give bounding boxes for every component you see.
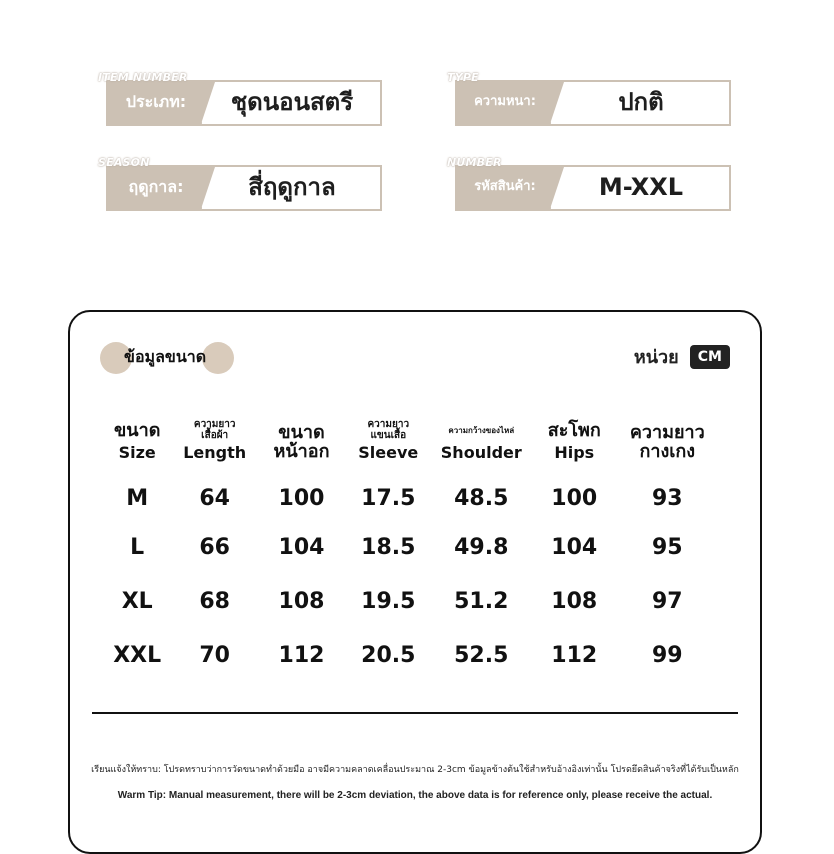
size-table (100, 412, 720, 682)
header-size: ขนาด Size (113, 420, 161, 462)
cell-pants-length: 97 (651, 588, 683, 614)
tag-value: สี่ฤดูกาล (248, 173, 336, 201)
cell-pants-length: 95 (651, 534, 683, 560)
cell-length: 68 (199, 588, 230, 614)
cell-size: L (130, 534, 145, 560)
unit-badge: CM (690, 345, 730, 369)
tag-label: ประเภท: (125, 92, 187, 111)
table-header-row (100, 412, 720, 462)
cell-length: 70 (199, 642, 230, 668)
info-tag-product-code (447, 156, 731, 211)
tag-value: M-XXL (598, 173, 684, 201)
cell-hips: 108 (551, 588, 598, 614)
tag-value: ปกติ (618, 88, 664, 116)
cell-shoulder: 52.5 (454, 642, 509, 668)
cell-sleeve: 17.5 (361, 485, 416, 511)
unit-label: หน่วย (633, 347, 679, 368)
header-pants-length: ความยาวกางเกง (629, 422, 705, 463)
tag-label: ฤดูกาล: (128, 177, 184, 196)
cell-pants-length: 93 (651, 485, 683, 511)
header-hips: สะโพก Hips (547, 420, 601, 462)
info-tag-season (98, 156, 382, 211)
cell-hips: 112 (551, 642, 598, 668)
tag-caption: TYPE (447, 71, 479, 84)
cell-sleeve: 20.5 (361, 642, 416, 668)
header-sleeve: ความยาวแขนเสื้อ Sleeve (358, 419, 419, 462)
info-tag-type (98, 71, 382, 126)
cell-sleeve: 19.5 (361, 588, 416, 614)
table-row (100, 462, 720, 520)
cell-chest: 104 (278, 534, 325, 560)
cell-hips: 104 (551, 534, 598, 560)
cell-size: XXL (113, 642, 162, 668)
table-row (100, 574, 720, 628)
table-row (100, 628, 720, 682)
cell-sleeve: 18.5 (361, 534, 416, 560)
cell-length: 66 (199, 534, 230, 560)
cell-shoulder: 49.8 (454, 534, 509, 560)
tag-label: รหัสสินค้า: (474, 179, 536, 194)
divider (92, 712, 738, 714)
cell-hips: 100 (551, 485, 598, 511)
cell-length: 64 (199, 485, 230, 511)
size-chart-card (68, 310, 762, 854)
tag-caption: ITEM NUMBER (98, 71, 188, 84)
header-shoulder: ความกว้างของไหล่ Shoulder (440, 425, 522, 462)
cell-size: XL (121, 588, 153, 614)
tag-caption: SEASON (98, 156, 150, 169)
cell-pants-length: 99 (651, 642, 683, 668)
measurement-note-english: Warm Tip: Manual measurement, there will be 2-3cm deviation, the above data is for reference only, please receive the actual. (117, 790, 713, 801)
cell-chest: 108 (278, 588, 325, 614)
table-row (100, 520, 720, 574)
tag-caption: NUMBER (447, 156, 502, 169)
unit-indicator (634, 342, 730, 372)
section-title-text: ข้อมูลขนาด (124, 347, 207, 366)
tag-value: ชุดนอนสตรี (230, 88, 354, 116)
measurement-note-thai: เรียนแจ้งให้ทราบ: โปรดทราบว่าการวัดขนาดทำด้วยมือ อาจมีความคลาดเคลื่อนประมาณ 2-3cm ข้อมูลข้างต้นใช้สำหรับอ้างอิงเท่านั้น โปรดยึดสินค้าจริงที่ได้รับเป็นหลัก (91, 765, 739, 775)
info-tag-thickness (447, 71, 731, 126)
header-length: ความยาวเสื้อผ้า Length (183, 419, 247, 462)
tag-label: ความหนา: (474, 94, 536, 109)
cell-size: M (126, 485, 149, 511)
cell-chest: 100 (278, 485, 325, 511)
header-chest: ขนาดหน้าอก (273, 422, 330, 463)
cell-chest: 112 (278, 642, 325, 668)
cell-shoulder: 51.2 (454, 588, 509, 614)
cell-shoulder: 48.5 (454, 485, 509, 511)
decor-circle-icon (202, 342, 234, 374)
